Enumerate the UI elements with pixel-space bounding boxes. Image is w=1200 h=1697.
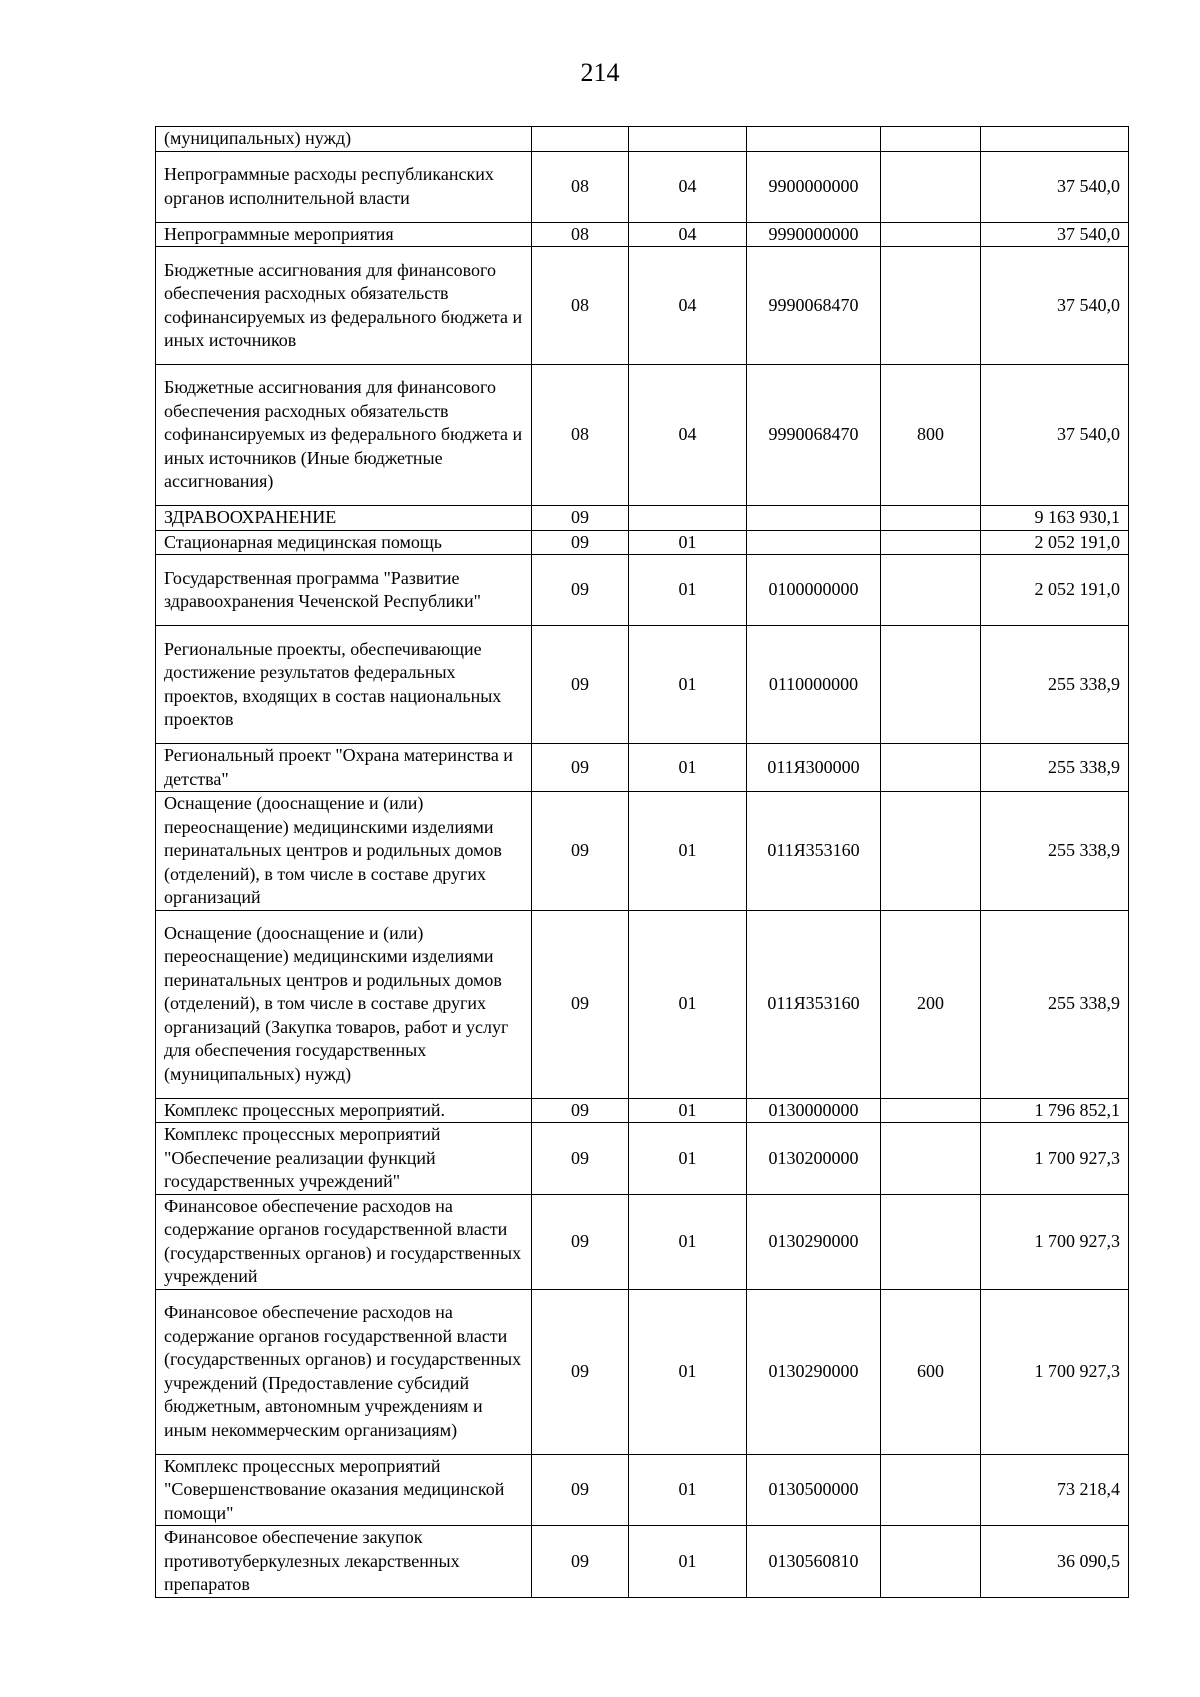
table-row [156, 1454, 1129, 1526]
row-expense-type [881, 506, 981, 531]
table-row [156, 626, 1129, 744]
row-sum: 37 540,0 [981, 222, 1129, 247]
row-subsection: 01 [629, 792, 747, 911]
row-subsection: 01 [629, 1098, 747, 1123]
row-target-code [747, 127, 881, 152]
row-target-code: 011Я300000 [747, 744, 881, 792]
row-target-code: 0130000000 [747, 1098, 881, 1123]
table-row [156, 1098, 1129, 1123]
row-subsection: 01 [629, 555, 747, 626]
row-subsection: 01 [629, 1123, 747, 1195]
row-section [532, 127, 629, 152]
row-subsection: 01 [629, 1526, 747, 1598]
row-name: Оснащение (дооснащение и (или) переоснащение) медицинскими изделиями перинатальных центров и родильных домов (отделений), в том числе в составе других организаций [156, 792, 532, 911]
row-expense-type: 600 [881, 1289, 981, 1454]
row-section: 08 [532, 247, 629, 365]
row-sum: 1 700 927,3 [981, 1123, 1129, 1195]
table-row [156, 792, 1129, 911]
row-expense-type [881, 744, 981, 792]
row-target-code: 9900000000 [747, 151, 881, 222]
row-target-code: 0110000000 [747, 626, 881, 744]
table-row [156, 1526, 1129, 1598]
row-section: 09 [532, 1289, 629, 1454]
row-expense-type [881, 127, 981, 152]
row-subsection: 04 [629, 365, 747, 506]
row-expense-type [881, 1098, 981, 1123]
row-sum: 255 338,9 [981, 744, 1129, 792]
row-name: Комплекс процессных мероприятий "Совершенствование оказания медицинской помощи" [156, 1454, 532, 1526]
row-target-code: 0130290000 [747, 1289, 881, 1454]
row-subsection: 01 [629, 744, 747, 792]
row-sum: 255 338,9 [981, 910, 1129, 1098]
row-section: 09 [532, 910, 629, 1098]
row-target-code: 9990068470 [747, 365, 881, 506]
row-name: Комплекс процессных мероприятий. [156, 1098, 532, 1123]
row-section: 08 [532, 365, 629, 506]
row-expense-type [881, 1526, 981, 1598]
row-name: Финансовое обеспечение расходов на содержание органов государственной власти (государственных органов) и государственных учреждений (Предоставление субсидий бюджетным, автономным учреждениям и иным некоммерческим организациям) [156, 1289, 532, 1454]
row-section: 08 [532, 222, 629, 247]
row-sum [981, 127, 1129, 152]
table-row [156, 1123, 1129, 1195]
row-expense-type: 800 [881, 365, 981, 506]
row-section: 08 [532, 151, 629, 222]
row-sum: 255 338,9 [981, 626, 1129, 744]
table-row [156, 1289, 1129, 1454]
table-row [156, 247, 1129, 365]
row-subsection [629, 127, 747, 152]
row-subsection: 01 [629, 530, 747, 555]
row-target-code: 0130290000 [747, 1194, 881, 1289]
row-section: 09 [532, 1194, 629, 1289]
row-section: 09 [532, 744, 629, 792]
row-name: Региональные проекты, обеспечивающие достижение результатов федеральных проектов, входящих в состав национальных проектов [156, 626, 532, 744]
row-expense-type [881, 626, 981, 744]
row-subsection: 04 [629, 247, 747, 365]
row-section: 09 [532, 1526, 629, 1598]
row-name: Финансовое обеспечение расходов на содержание органов государственной власти (государственных органов) и государственных учреждений [156, 1194, 532, 1289]
row-target-code: 0130500000 [747, 1454, 881, 1526]
row-expense-type [881, 151, 981, 222]
row-expense-type [881, 1194, 981, 1289]
row-name: Непрограммные расходы республиканских органов исполнительной власти [156, 151, 532, 222]
row-subsection: 01 [629, 1289, 747, 1454]
row-section: 09 [532, 1454, 629, 1526]
row-target-code: 9990000000 [747, 222, 881, 247]
row-subsection: 01 [629, 1194, 747, 1289]
row-sum: 255 338,9 [981, 792, 1129, 911]
row-subsection: 01 [629, 910, 747, 1098]
row-sum: 2 052 191,0 [981, 555, 1129, 626]
row-target-code: 011Я353160 [747, 910, 881, 1098]
table-row [156, 506, 1129, 531]
row-sum: 37 540,0 [981, 365, 1129, 506]
row-target-code: 0130200000 [747, 1123, 881, 1195]
row-expense-type [881, 222, 981, 247]
row-target-code: 0100000000 [747, 555, 881, 626]
row-name: ЗДРАВООХРАНЕНИЕ [156, 506, 532, 531]
row-name: Государственная программа "Развитие здравоохранения Чеченской Республики" [156, 555, 532, 626]
row-section: 09 [532, 530, 629, 555]
table-row [156, 744, 1129, 792]
row-section: 09 [532, 555, 629, 626]
row-subsection: 01 [629, 1454, 747, 1526]
row-sum: 9 163 930,1 [981, 506, 1129, 531]
row-expense-type [881, 530, 981, 555]
row-name: Региональный проект "Охрана материнства и детства" [156, 744, 532, 792]
row-subsection: 04 [629, 151, 747, 222]
row-expense-type [881, 1454, 981, 1526]
row-sum: 36 090,5 [981, 1526, 1129, 1598]
row-sum: 1 700 927,3 [981, 1194, 1129, 1289]
table-row [156, 530, 1129, 555]
row-name: Бюджетные ассигнования для финансового обеспечения расходных обязательств софинансируемых из федерального бюджета и иных источников (Иные бюджетные ассигнования) [156, 365, 532, 506]
row-name: Непрограммные мероприятия [156, 222, 532, 247]
row-section: 09 [532, 1098, 629, 1123]
row-target-code [747, 530, 881, 555]
budget-table [155, 126, 1129, 1598]
row-sum: 1 700 927,3 [981, 1289, 1129, 1454]
row-name: Стационарная медицинская помощь [156, 530, 532, 555]
page-number: 214 [580, 58, 620, 87]
row-name: Комплекс процессных мероприятий "Обеспечение реализации функций государственных учреждений" [156, 1123, 532, 1195]
table-row [156, 1194, 1129, 1289]
row-sum: 73 218,4 [981, 1454, 1129, 1526]
row-target-code: 9990068470 [747, 247, 881, 365]
row-sum: 37 540,0 [981, 151, 1129, 222]
row-subsection: 04 [629, 222, 747, 247]
row-expense-type: 200 [881, 910, 981, 1098]
table-row [156, 222, 1129, 247]
row-subsection: 01 [629, 626, 747, 744]
row-target-code [747, 506, 881, 531]
row-name: Оснащение (дооснащение и (или) переоснащение) медицинскими изделиями перинатальных центров и родильных домов (отделений), в том числе в составе других организаций (Закупка товаров, работ и услуг для обеспечения государственных (муниципальных) нужд) [156, 910, 532, 1098]
table-row [156, 365, 1129, 506]
row-section: 09 [532, 506, 629, 531]
row-expense-type [881, 555, 981, 626]
row-expense-type [881, 792, 981, 911]
table-row [156, 910, 1129, 1098]
row-target-code: 0130560810 [747, 1526, 881, 1598]
table-row [156, 555, 1129, 626]
table-row [156, 127, 1129, 152]
row-sum: 37 540,0 [981, 247, 1129, 365]
row-section: 09 [532, 792, 629, 911]
table-row [156, 151, 1129, 222]
row-expense-type [881, 247, 981, 365]
row-expense-type [881, 1123, 981, 1195]
row-section: 09 [532, 1123, 629, 1195]
row-sum: 1 796 852,1 [981, 1098, 1129, 1123]
row-name: Финансовое обеспечение закупок противотуберкулезных лекарственных препаратов [156, 1526, 532, 1598]
row-sum: 2 052 191,0 [981, 530, 1129, 555]
row-target-code: 011Я353160 [747, 792, 881, 911]
row-section: 09 [532, 626, 629, 744]
row-name: Бюджетные ассигнования для финансового обеспечения расходных обязательств софинансируемых из федерального бюджета и иных источников [156, 247, 532, 365]
row-subsection [629, 506, 747, 531]
row-name: (муниципальных) нужд) [156, 127, 532, 152]
